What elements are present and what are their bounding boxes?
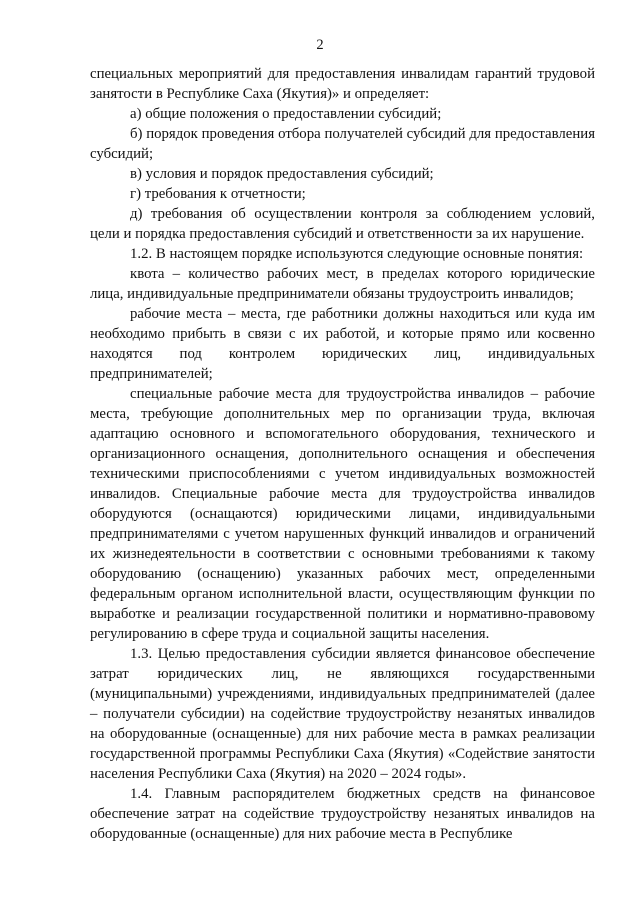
paragraph-item-d: д) требования об осуществлении контроля за соблюдением условий, цели и порядка предоставления субсидий и ответственности за их нарушение.	[90, 206, 595, 242]
paragraph-item-b: б) порядок проведения отбора получателей субсидий для предоставления субсидий;	[90, 126, 595, 162]
paragraph-section-1-3: 1.3. Целью предоставления субсидии является финансовое обеспечение затрат юридических лиц, не являющихся государственными (муниципальными) учреждениями, индивидуальных предпринимателей (далее – получатели субсидии) на содействие трудоустройству незанятых инвалидов на оборудованные (оснащенные) для них рабочие места в рамках реализации государственной программы Республики Саха (Якутия) «Содействие занятости населения Республики Саха (Якутия) на 2020 – 2024 годы».	[90, 646, 595, 782]
paragraph-definition-special-workplaces: специальные рабочие места для трудоустройства инвалидов – рабочие места, требующие дополнительных мер по организации труда, включая адаптацию основного и вспомогательного оборудования, технического и организационного оснащения, дополнительного оснащения и обеспечения техническими приспособлениями с учетом индивидуальных возможностей инвалидов. Специальные рабочие места для трудоустройства инвалидов оборудуются (оснащаются) юридическими лицами, индивидуальными предпринимателями с учетом нарушенных функций инвалидов и ограничений их жизнедеятельности в соответствии с основными требованиями к такому оборудованию (оснащению) указанных рабочих мест, определенными федеральным органом исполнительной власти, осуществляющим функции по выработке и реализации государственной политики и нормативно-правовому регулированию в сфере труда и социальной защиты населения.	[90, 386, 595, 642]
page-number: 2	[316, 37, 324, 53]
paragraph-section-1-2: 1.2. В настоящем порядке используются следующие основные понятия:	[130, 246, 584, 262]
paragraph-definition-quota: квота – количество рабочих мест, в пределах которого юридические лица, индивидуальные предприниматели обязаны трудоустроить инвалидов;	[90, 266, 595, 302]
paragraph-item-a: а) общие положения о предоставлении субсидий;	[130, 106, 442, 122]
document-body	[90, 64, 595, 844]
paragraph-intro: специальных мероприятий для предоставления инвалидам гарантий трудовой занятости в Республике Саха (Якутия)» и определяет:	[90, 66, 595, 102]
paragraph-item-v: в) условия и порядок предоставления субсидий;	[130, 166, 434, 182]
paragraph-item-g: г) требования к отчетности;	[130, 186, 306, 202]
paragraph-definition-workplaces: рабочие места – места, где работники должны находиться или куда им необходимо прибыть в связи с их работой, и которые прямо или косвенно находятся под контролем юридических лиц, индивидуальных предпринимателей;	[90, 306, 595, 382]
paragraph-section-1-4: 1.4. Главным распорядителем бюджетных средств на финансовое обеспечение затрат на содействие трудоустройству незанятых инвалидов на оборудованные (оснащенные) для них рабочие места в Республике	[90, 786, 595, 842]
